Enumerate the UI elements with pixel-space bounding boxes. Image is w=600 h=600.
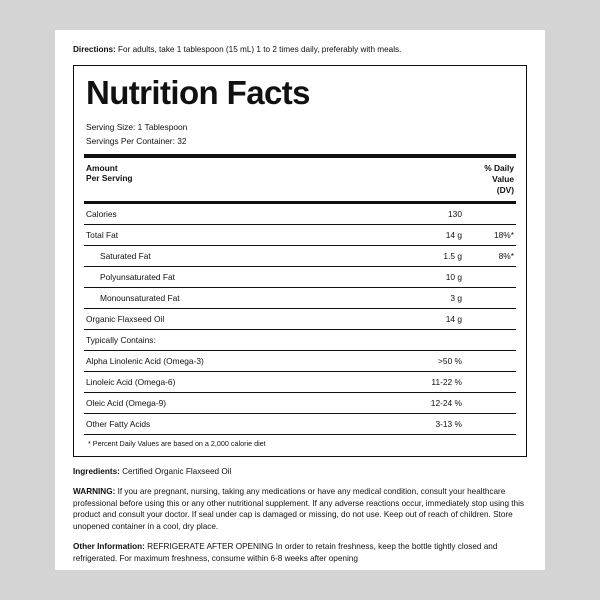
nutrient-name: Total Fat: [84, 224, 380, 245]
table-row: [84, 245, 516, 266]
nutrient-dv: [464, 266, 516, 287]
header-daily-value: [464, 158, 516, 201]
nutrient-amount: 3-13 %: [380, 413, 464, 434]
nutrient-dv: [464, 204, 516, 225]
supplement-label-panel: [55, 30, 545, 570]
nutrition-table: [84, 158, 516, 202]
other-information-block: [73, 541, 527, 564]
nutrient-amount: 12-24 %: [380, 392, 464, 413]
nutrient-dv: [464, 371, 516, 392]
other-information-label: Other Information:: [73, 542, 145, 552]
nutrient-dv: [464, 413, 516, 434]
nutrient-dv: [464, 287, 516, 308]
nutrient-name: Polyunsaturated Fat: [84, 266, 380, 287]
serving-size: Serving Size: 1 Tablespoon: [86, 121, 188, 132]
header-dv-line1: % Daily: [484, 162, 514, 173]
table-row: [84, 224, 516, 245]
nutrient-dv: [464, 350, 516, 371]
label-footer: [73, 466, 527, 564]
table-row: [84, 392, 516, 413]
nutrition-facts-box: [73, 65, 527, 457]
nutrient-name: Oleic Acid (Omega-9): [84, 392, 380, 413]
nutrient-dv: [464, 392, 516, 413]
nutrient-dv: 18%*: [464, 224, 516, 245]
nutrient-amount: [380, 329, 464, 350]
ingredients-block: [73, 466, 527, 477]
nutrient-name: Alpha Linolenic Acid (Omega-3): [84, 350, 380, 371]
header-spacer: [380, 158, 464, 201]
nutrient-amount: 14 g: [380, 308, 464, 329]
daily-value-footnote: * Percent Daily Values are based on a 2,000 calorie diet: [88, 438, 266, 448]
header-dv-line3: (DV): [496, 184, 514, 195]
nutrient-dv: 8%*: [464, 245, 516, 266]
nutrient-name: Other Fatty Acids: [84, 413, 380, 434]
servings-per-container: Servings Per Container: 32: [86, 136, 187, 147]
table-row: [84, 287, 516, 308]
nutrition-facts-title: Nutrition Facts: [86, 74, 310, 112]
nutrient-dv: [464, 329, 516, 350]
nutrient-dv: [464, 308, 516, 329]
nutrient-amount: >50 %: [380, 350, 464, 371]
nutrient-name: Linoleic Acid (Omega-6): [84, 371, 380, 392]
nutrition-rows-table: [84, 204, 516, 435]
header-dv-line2: Value: [492, 173, 514, 184]
directions-text: For adults, take 1 tablespoon (15 mL) 1 to 2 times daily, preferably with meals.: [115, 45, 402, 54]
table-row: [84, 329, 516, 350]
nutrient-name: Saturated Fat: [84, 245, 380, 266]
nutrient-amount: 10 g: [380, 266, 464, 287]
table-row: [84, 204, 516, 225]
header-amount-line2: Per Serving: [86, 172, 133, 183]
table-row: [84, 308, 516, 329]
table-header-row: [84, 158, 516, 201]
table-row: [84, 413, 516, 434]
directions-label: Directions:: [73, 45, 116, 54]
nutrient-name: Typically Contains:: [84, 329, 380, 350]
nutrient-amount: 1.5 g: [380, 245, 464, 266]
nutrient-name: Monounsaturated Fat: [84, 287, 380, 308]
warning-label: WARNING:: [73, 487, 116, 497]
header-amount-line1: Amount: [86, 162, 118, 173]
nutrient-name: Organic Flaxseed Oil: [84, 308, 380, 329]
table-row: [84, 350, 516, 371]
ingredients-text: Certified Organic Flaxseed Oil: [119, 466, 232, 476]
nutrient-amount: 11-22 %: [380, 371, 464, 392]
nutrient-name: Calories: [84, 204, 380, 225]
nutrient-amount: 14 g: [380, 224, 464, 245]
nutrient-amount: 3 g: [380, 287, 464, 308]
directions-block: [73, 44, 527, 55]
nutrient-amount: 130: [380, 204, 464, 225]
warning-text: If you are pregnant, nursing, taking any medications or have any medical condition, consult your healthcare professional before using this or any other nutritional supplement. If any adverse reactions occur, immediately stop using this product and consult your doctor. If seal under cap is damaged or missing, do not use. Keep out of reach of children. Store unopened container in a cool, dry place.: [73, 487, 525, 531]
header-amount: [84, 158, 380, 201]
warning-block: [73, 486, 527, 532]
table-row: [84, 371, 516, 392]
table-row: [84, 266, 516, 287]
other-information-text: REFRIGERATE AFTER OPENING In order to retain freshness, keep the bottle tightly closed and refrigerated. For maximum freshness, consume within 6-8 weeks after opening: [73, 542, 498, 563]
ingredients-label: Ingredients:: [73, 466, 120, 476]
